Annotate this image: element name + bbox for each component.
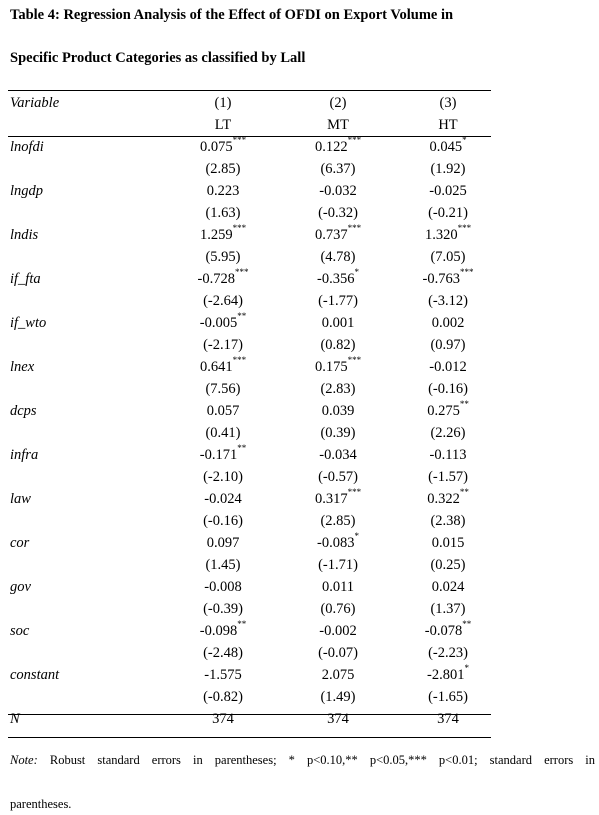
coefficient-value: -0.012 [429,359,467,375]
tstat-cell: (-0.57) [318,469,358,485]
tstat-cell: (-0.07) [318,645,358,661]
tstat-cell: (1.92) [430,161,466,177]
significance-stars: ** [237,619,247,630]
column-label: MT [327,117,349,133]
coefficient-value: -1.575 [204,667,242,683]
coefficient-cell [283,400,393,422]
coefficient-value: -0.078 [424,623,463,639]
coefficient-value: -0.034 [319,447,357,463]
variable-name: lnex [10,359,35,375]
coefficient-value: 1.320 [424,227,458,243]
tstat-cell: (2.83) [320,381,356,397]
n-row [8,708,491,730]
column-label: HT [438,117,458,133]
significance-stars: ** [462,619,472,630]
coefficient-value: -2.801 [427,667,465,683]
significance-stars: * [354,267,359,278]
significance-stars: *** [457,223,472,234]
significance-stars: ** [237,443,247,454]
coefficient-cell [283,532,393,554]
variable-name: lngdp [10,183,44,199]
coefficient-cell [283,620,393,642]
coefficient-value: -0.113 [429,447,467,463]
coefficient-value: 0.097 [206,535,240,551]
variable-name: constant [10,667,60,683]
significance-stars: *** [232,135,247,146]
coefficient-cell [393,400,503,422]
tstat-cell: (0.82) [320,337,356,353]
variable-name: dcps [10,403,37,419]
regression-table [8,92,491,730]
coefficient-cell [393,268,503,290]
significance-stars: * [464,663,469,674]
tstat-row-if-fta [8,290,491,312]
n-value: 374 [437,711,459,727]
coefficient-value: 0.275 [427,403,460,419]
coefficient-cell [168,180,278,202]
coefficient-value: -0.728 [197,271,235,287]
tstat-cell: (-0.16) [203,513,243,529]
coef-row-lndis [8,224,491,246]
coefficient-value: 0.002 [431,315,465,331]
variable-name: cor [10,535,30,551]
coefficient-cell [393,532,503,554]
n-value: 374 [212,711,234,727]
tstat-row-law [8,510,491,532]
coefficient-cell [168,356,278,378]
significance-stars: *** [347,355,362,366]
coefficient-value: 0.322 [427,491,460,507]
coefficient-cell [283,312,393,334]
variable-name: gov [10,579,31,595]
coefficient-cell [168,620,278,642]
header-row-numbers [8,92,491,114]
tstat-cell: (-0.21) [428,205,468,221]
table-title-line1: Table 4: Regression Analysis of the Effect of OFDI on Export Volume in [10,7,454,23]
significance-stars: * [354,531,359,542]
coefficient-value: -0.356 [317,271,355,287]
significance-stars: *** [232,355,247,366]
tstat-cell: (2.26) [430,425,466,441]
coef-row-infra [8,444,491,466]
table-note-continued: parentheses. [10,797,72,811]
coefficient-value: 0.039 [321,403,355,419]
coefficient-cell [283,664,393,686]
tstat-cell: (0.41) [205,425,241,441]
column-label: LT [214,117,232,133]
variable-name: soc [10,623,30,639]
coefficient-cell [168,444,278,466]
coef-row-gov [8,576,491,598]
tstat-cell: (-1.65) [428,689,468,705]
coefficient-cell [393,444,503,466]
tstat-row-cor [8,554,491,576]
significance-stars: ** [459,487,469,498]
table-body [8,136,491,708]
coefficient-cell [283,576,393,598]
significance-stars: *** [347,487,362,498]
tstat-cell: (1.49) [320,689,356,705]
significance-stars: *** [459,267,474,278]
n-value: 374 [327,711,349,727]
tstat-cell: (2.85) [205,161,241,177]
coefficient-value: 0.737 [314,227,348,243]
coefficient-value: 1.259 [199,227,233,243]
coefficient-cell [393,576,503,598]
variable-name: if_fta [10,271,41,287]
coefficient-cell [393,356,503,378]
significance-stars: *** [347,223,362,234]
coefficient-cell [283,268,393,290]
significance-stars: *** [347,135,362,146]
tstat-row-lndis [8,246,491,268]
coefficient-cell [168,312,278,334]
significance-stars: *** [234,267,249,278]
coefficient-cell [393,488,503,510]
coefficient-value: 0.122 [314,139,348,155]
variable-header: Variable [10,95,60,111]
coefficient-cell [168,224,278,246]
coefficient-value: 0.175 [314,359,348,375]
coefficient-value: -0.024 [204,491,242,507]
tstat-cell: (-0.16) [428,381,468,397]
tstat-cell: (0.25) [430,557,466,573]
coefficient-value: 0.223 [206,183,240,199]
coef-row-if-fta [8,268,491,290]
tstat-cell: (5.95) [205,249,241,265]
tstat-row-if-wto [8,334,491,356]
coefficient-cell [168,532,278,554]
variable-name: lndis [10,227,39,243]
coefficient-value: -0.032 [319,183,357,199]
tstat-cell: (1.63) [205,205,241,221]
coef-row-lnex [8,356,491,378]
coefficient-cell [283,224,393,246]
coef-row-law [8,488,491,510]
tstat-row-gov [8,598,491,620]
coefficient-value: 0.015 [431,535,465,551]
header-row-labels [8,114,491,136]
tstat-row-lnofdi [8,158,491,180]
coefficient-value: 0.001 [321,315,355,331]
coefficient-value: -0.083 [317,535,355,551]
tstat-cell: (-2.17) [203,337,243,353]
significance-stars: *** [232,223,247,234]
coefficient-value: 0.045 [429,139,463,155]
tstat-cell: (-2.64) [203,293,243,309]
coefficient-cell [393,312,503,334]
significance-stars: ** [459,399,469,410]
tstat-cell: (-1.57) [428,469,468,485]
coefficient-value: 0.024 [431,579,465,595]
coefficient-value: 2.075 [321,667,355,683]
coefficient-value: -0.005 [199,315,238,331]
coef-row-soc [8,620,491,642]
n-label: N [10,711,20,727]
column-number: (3) [439,95,457,111]
tstat-row-constant [8,686,491,708]
tstat-row-lnex [8,378,491,400]
coefficient-cell [283,180,393,202]
header-rule [8,136,491,137]
tstat-row-dcps [8,422,491,444]
note-label: Note: [10,753,38,767]
coefficient-cell [283,356,393,378]
coefficient-value: -0.025 [429,183,467,199]
coefficient-cell [393,664,503,686]
coefficient-cell [168,576,278,598]
coefficient-cell [168,268,278,290]
tstat-cell: (4.78) [320,249,356,265]
coefficient-cell [393,136,503,158]
coefficient-cell [168,664,278,686]
tstat-cell: (1.45) [205,557,241,573]
tstat-cell: (2.85) [320,513,356,529]
variable-name: lnofdi [10,139,44,155]
coef-row-dcps [8,400,491,422]
tstat-cell: (1.37) [430,601,466,617]
coefficient-value: 0.317 [314,491,348,507]
n-rule [8,714,491,715]
tstat-cell: (2.38) [430,513,466,529]
coefficient-cell [283,444,393,466]
coefficient-value: 0.011 [321,579,355,595]
coef-row-cor [8,532,491,554]
tstat-cell: (0.39) [320,425,356,441]
coefficient-cell [393,224,503,246]
table-title-line2: Specific Product Categories as classified by Lall [10,50,306,66]
tstat-cell: (-0.39) [203,601,243,617]
tstat-cell: (7.56) [205,381,241,397]
coefficient-value: -0.763 [422,271,460,287]
coef-row-if-wto [8,312,491,334]
significance-stars: ** [237,311,247,322]
coef-row-lngdp [8,180,491,202]
column-number: (1) [214,95,232,111]
tstat-cell: (-2.48) [203,645,243,661]
coefficient-cell [168,400,278,422]
tstat-row-lngdp [8,202,491,224]
coef-row-lnofdi [8,136,491,158]
tstat-cell: (-1.71) [318,557,358,573]
tstat-cell: (-1.77) [318,293,358,309]
tstat-cell: (0.76) [320,601,356,617]
coefficient-value: -0.098 [199,623,238,639]
tstat-cell: (0.97) [430,337,466,353]
table-note [10,752,595,768]
coefficient-value: 0.075 [199,139,233,155]
top-rule [8,90,491,91]
tstat-cell: (-2.23) [428,645,468,661]
coefficient-cell [168,136,278,158]
coefficient-value: -0.171 [199,447,238,463]
tstat-cell: (-2.10) [203,469,243,485]
variable-name: if_wto [10,315,47,331]
note-text-line1: Robust standard errors in parentheses; * p<0.10,** p<0.05,*** p<0.01; standard errors in [49,753,596,767]
tstat-cell: (-3.12) [428,293,468,309]
tstat-cell: (7.05) [430,249,466,265]
coefficient-value: -0.002 [319,623,357,639]
column-number: (2) [329,95,347,111]
coefficient-cell [168,488,278,510]
tstat-cell: (-0.32) [318,205,358,221]
coefficient-cell [393,620,503,642]
coefficient-cell [393,180,503,202]
coefficient-cell [283,136,393,158]
variable-name: law [10,491,31,507]
bottom-rule [8,737,491,738]
coefficient-value: 0.641 [199,359,233,375]
tstat-row-soc [8,642,491,664]
coefficient-value: -0.008 [204,579,242,595]
tstat-cell: (6.37) [320,161,356,177]
variable-name: infra [10,447,39,463]
coefficient-value: 0.057 [206,403,240,419]
tstat-row-infra [8,466,491,488]
tstat-cell: (-0.82) [203,689,243,705]
coefficient-cell [283,488,393,510]
coef-row-constant [8,664,491,686]
significance-stars: * [462,135,467,146]
